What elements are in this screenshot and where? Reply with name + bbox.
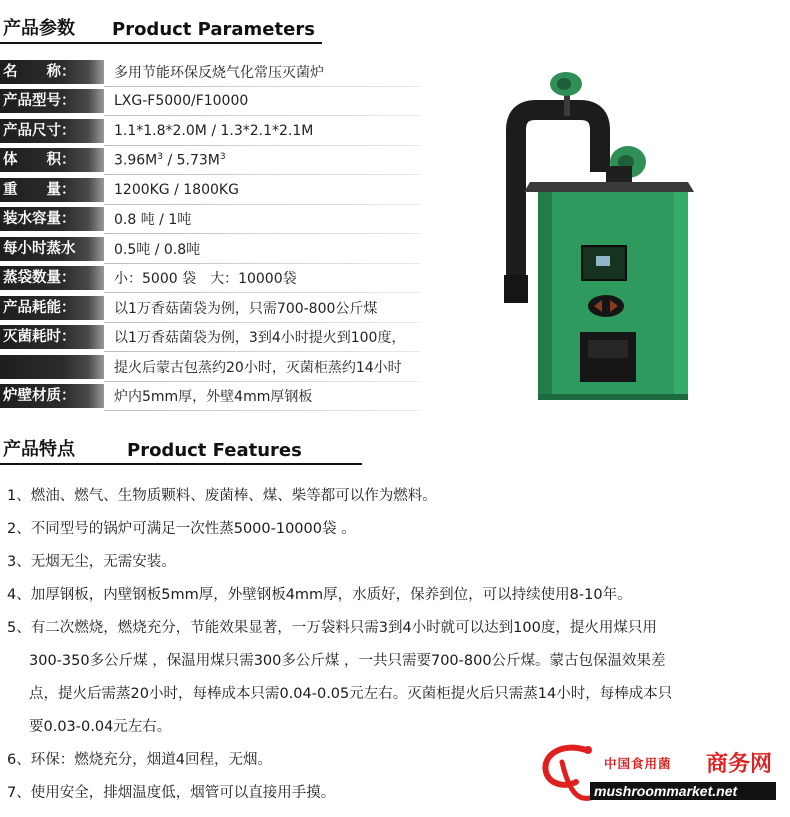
param-label: 重 量： — [0, 178, 104, 202]
param-value: 0.5吨 / 0.8吨 — [114, 241, 201, 258]
feature-item-continuation: 点，提火后需蒸20小时，每棒成本只需0.04-0.05元左右。灭菌柜提火后只需蒸14小时，每棒成本只 — [29, 686, 673, 702]
param-value: LXG-F5000/F10000 — [114, 93, 249, 110]
param-row-water-capacity — [0, 205, 420, 235]
param-label: 炉壁材质： — [0, 384, 104, 408]
boiler-product-image — [488, 70, 698, 405]
watermark-site-cn: 中国食用菌 — [604, 756, 672, 771]
param-label: 每小时蒸水 — [0, 237, 104, 261]
watermark-url: mushroommarket.net — [590, 782, 776, 800]
param-value — [104, 152, 226, 169]
boiler-top — [524, 182, 694, 192]
feature-item: 4、加厚钢板，内壁钢板5mm厚，外壁钢板4mm厚，水质好，保养到位，可以持续使用8-10年。 — [7, 587, 632, 603]
feature-item: 1、燃油、燃气、生物质颗料、废菌棒、煤、柴等都可以作为燃料。 — [7, 488, 437, 504]
param-value: 提火后蒙古包蒸约20小时，灭菌柜蒸约14小时 — [114, 359, 402, 376]
param-label: 产品型号： — [0, 89, 104, 113]
param-row-sterilize-time-cont — [0, 352, 420, 382]
param-row-steam-per-hour — [0, 234, 420, 264]
param-value: 0.8 吨 / 1吨 — [114, 212, 192, 229]
params-section-heading — [0, 14, 315, 40]
feature-item: 7、使用安全，排烟温度低，烟管可以直接用手摸。 — [7, 785, 336, 801]
param-label: 产品尺寸： — [0, 119, 104, 143]
param-value: 多用节能环保反烧气化常压灭菌炉 — [114, 64, 324, 81]
feature-item-continuation: 要0.03-0.04元左右。 — [29, 719, 172, 735]
param-label: 灭菌耗时： — [0, 325, 104, 349]
params-title-cn: 产品参数 — [3, 18, 75, 39]
feature-item-line: 5、有二次燃烧，燃烧充分，节能效果显著，一万袋料只需3到4小时就可以达到100度，提火用煤只用 — [7, 620, 657, 636]
param-row-weight — [0, 175, 420, 205]
features-title-cn: 产品特点 — [3, 439, 75, 460]
param-row-energy — [0, 293, 420, 323]
params-title-en: Product Parameters — [112, 19, 315, 40]
param-label: 产品耗能： — [0, 296, 104, 320]
param-label: 名 称： — [0, 60, 104, 84]
parameter-table — [0, 57, 420, 411]
feature-item: 2、不同型号的锅炉可满足一次性蒸5000-10000袋 。 — [7, 521, 356, 537]
fire-window — [588, 295, 624, 317]
param-row-wall-material — [0, 382, 420, 412]
param-value: 炉内5mm厚，外壁4mm厚钢板 — [114, 389, 313, 406]
param-label: 体 积： — [0, 148, 104, 172]
features-title-en: Product Features — [127, 440, 302, 461]
param-label — [0, 355, 104, 379]
param-row-name — [0, 57, 420, 87]
param-row-model — [0, 87, 420, 117]
features-section-heading — [0, 435, 302, 461]
volume-small: 3.96M — [114, 152, 158, 169]
volume-large: / 5.73M — [163, 152, 220, 169]
params-heading-underline — [0, 42, 322, 44]
volume-large-exponent: 3 — [219, 151, 226, 162]
feature-item: 6、环保：燃烧充分，烟道4回程，无烟。 — [7, 752, 272, 768]
param-value: 以1万香菇菌袋为例，只需700-800公斤煤 — [114, 300, 378, 317]
param-label: 装水容量： — [0, 207, 104, 231]
param-label: 蒸袋数量： — [0, 266, 104, 290]
param-row-size — [0, 116, 420, 146]
site-watermark-logo — [540, 738, 780, 808]
features-heading-underline — [0, 463, 362, 465]
param-value: 小：5000 袋 大：10000袋 — [114, 271, 297, 288]
volume-small-exponent: 3 — [157, 151, 163, 162]
feature-item-continuation: 300-350多公斤煤 ，保温用煤只需300多公斤煤 ，一共只需要700-800公斤煤。蒙古包保温效果差 — [29, 653, 666, 669]
feature-item — [7, 612, 747, 744]
param-row-bag-count — [0, 264, 420, 294]
chimney-base — [504, 275, 528, 303]
param-value: 1200KG / 1800KG — [114, 181, 239, 198]
param-row-sterilize-time — [0, 323, 420, 353]
watermark-site-title: 商务网 — [706, 751, 773, 777]
param-value: 1.1*1.8*2.0M / 1.3*2.1*2.1M — [114, 122, 314, 139]
param-row-volume — [0, 146, 420, 176]
param-value: 以1万香菇菌袋为例，3到4小时提火到100度， — [114, 330, 406, 347]
feature-item: 3、无烟无尘，无需安装。 — [7, 554, 176, 570]
